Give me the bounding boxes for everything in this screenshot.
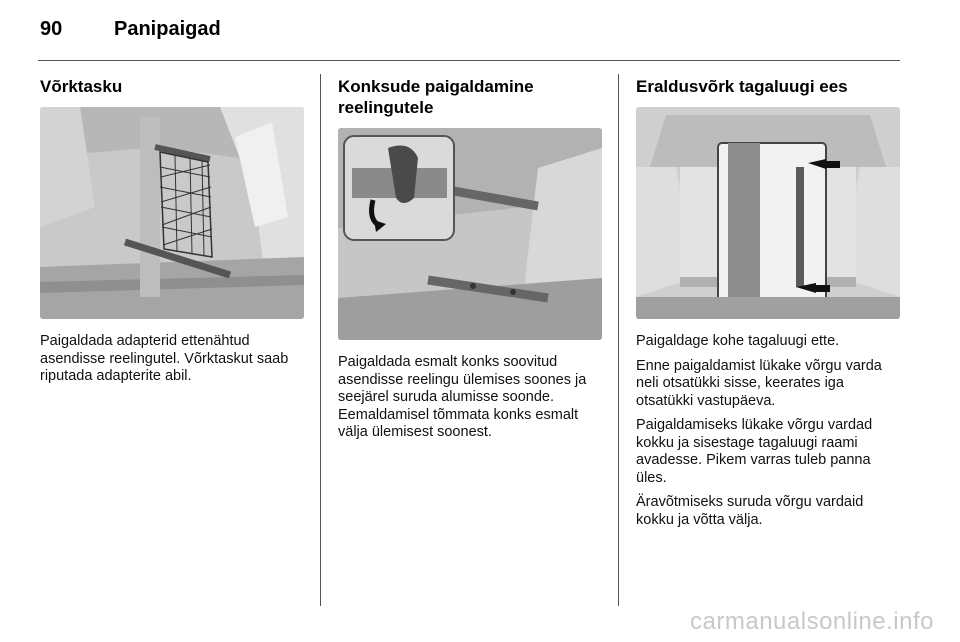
section-heading: Konksude paigaldamine reelingutele: [338, 77, 534, 117]
section-text: Paigaldada adapterid ettenähtud asendisse reelingutel. Võrktaskut saab riputada adapterite abil.: [40, 333, 289, 384]
section-hooks: [338, 76, 602, 442]
header-rule: [38, 60, 900, 61]
section-heading: Eraldusvõrk tagaluugi ees: [636, 77, 848, 96]
section-text: Äravõtmiseks suruda võrgu vardaid kokku ja võtta välja.: [636, 494, 864, 528]
section-text: Enne paigaldamist lükake võrgu varda neli otsatükki sisse, keerates iga otsatükki vastupäeva.: [636, 357, 882, 409]
column-divider: [320, 74, 321, 606]
section-net-pocket: [40, 76, 304, 386]
page-title: Panipaigad: [114, 18, 221, 40]
section-text: Paigaldage kohe tagaluugi ette.: [636, 333, 840, 349]
section-divider-net: [636, 76, 900, 529]
page-number: 90: [40, 18, 63, 40]
section-text: Paigaldada esmalt konks soovitud asendisse reelingu ülemises soones ja seejärel suruda alumisse soonde. Eemaldamisel tõmmata konks esmalt välja ülemisest soonest.: [338, 354, 587, 440]
divider-net-illustration: [636, 107, 900, 319]
section-text: Paigaldamiseks lükake võrgu vardad kokku ja sisestage tagaluugi raami avadesse. Pikem varras tuleb panna üles.: [636, 417, 873, 486]
watermark: carmanualsonline.info: [690, 608, 934, 635]
hook-rail-illustration: [338, 128, 602, 340]
column-divider: [618, 74, 619, 606]
section-heading: Võrktasku: [40, 77, 123, 96]
net-pocket-illustration: [40, 107, 304, 319]
page-header: [40, 18, 221, 41]
